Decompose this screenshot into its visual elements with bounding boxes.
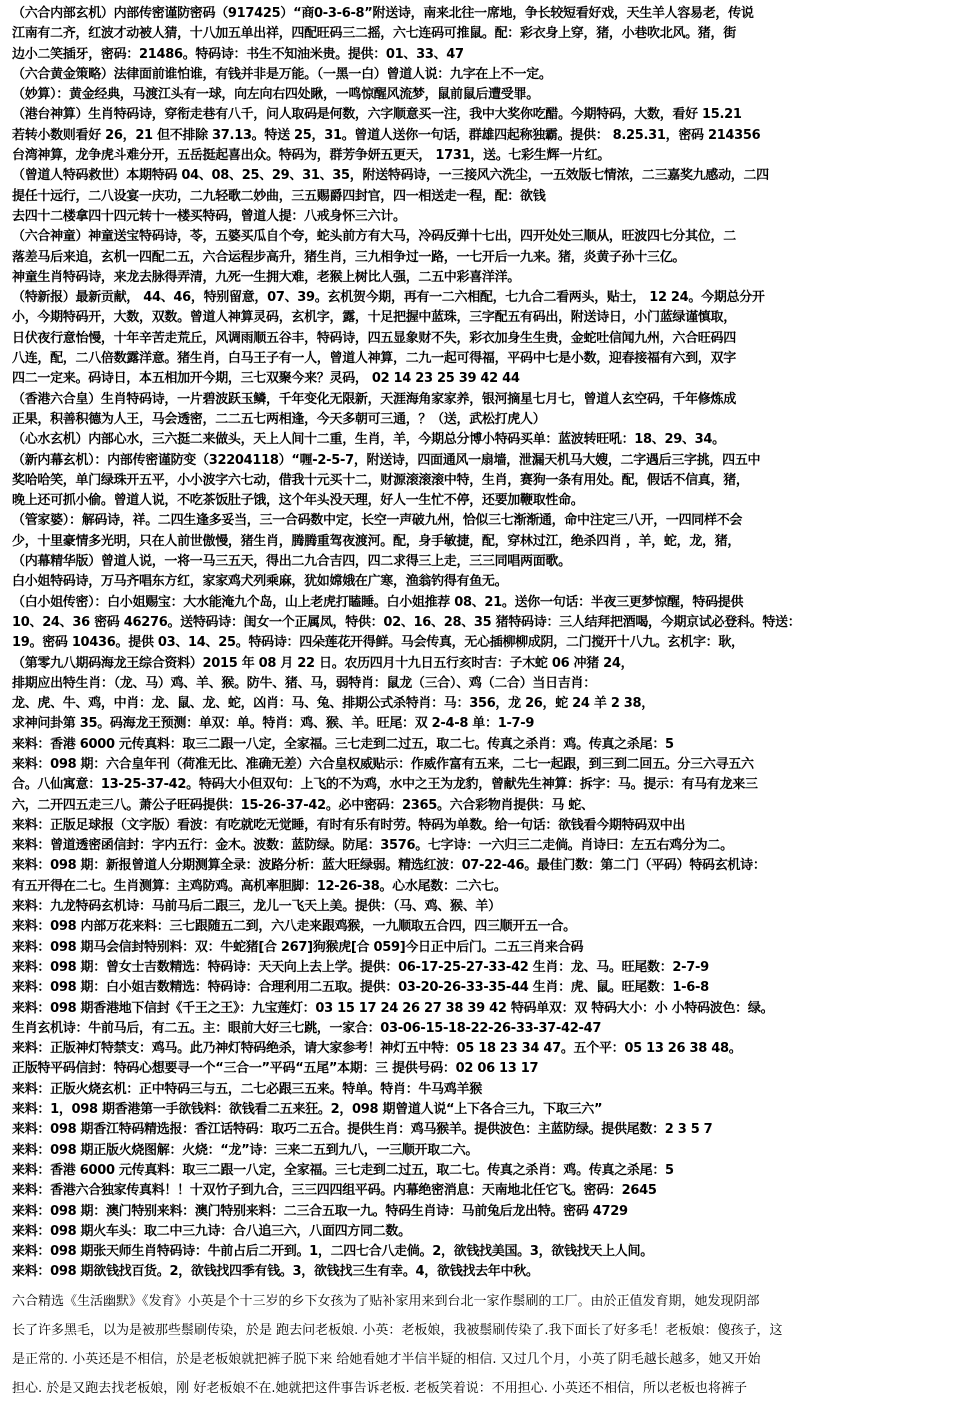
- text-line: 来料：曾道透密函信封：字内五行：金木。波数：蓝防绿。防尾：3576。七字诗：一六归三二走倘。肖诗曰：左五右鸡分为二。: [12, 838, 733, 854]
- text-line: 提任十远行，二八设宴一庆功，二九轻歌二妙曲，三五赐爵四封官，四一相送走一程，配：欲钱: [12, 188, 546, 204]
- text-line: （香港六合皇）生肖特码诗，一片碧波跃玉鳞，千年变化无限新，天涯海角家家养，银河摘星七月七，曾道人玄空码，千年修炼成: [12, 391, 736, 407]
- text-line: 落差马后来追，玄机一四配二五，六合运程步高升，猪生肖，三九相争过一路，一七开后一九来。猪，炎黄子孙十三亿。: [12, 249, 686, 265]
- text-line: 来料：正版火烧玄机：正中特码三与五，二七必跟三五来。特单。特肖：牛马鸡羊猴: [12, 1081, 482, 1097]
- text-line: 来料：098 期香江特码精选报：香江话特码：取巧二五合。提供生肖：鸡马猴羊。提供波色：主蓝防绿。提供尾数：2 3 5 7: [12, 1122, 713, 1138]
- text-line: 来料：098 期香港地下信封《千王之王》：九宝莲灯：03 15 17 24 26 27 38 39 42 特码单双：双 特码大小：小 小特码波色：绿。: [12, 1000, 774, 1016]
- text-line: 少，十里豪情多光明，只在人前世傲慢，猪生肖，腾腾重驾夜渡河。配，身手敏捷，配，穿林过江，绝杀四肖 ，羊，蛇，龙，猪，: [12, 533, 741, 549]
- text-line: （港台神算）生肖特码诗，穿衔走巷有八千，问人取码是何数，六字顺意买一注，我中大奖你吃醋。今期特码，大数，看好 15.21: [12, 107, 742, 123]
- text-line: 10、24、36 密码 46276。送特码诗：闺女一个正属凤，特供：02、16、28、35 猪特码诗：三人结拜把酒喝，今期京试必登科。特送：: [12, 614, 801, 630]
- story-line: 是正常的. 小英还是不相信，於是老板娘就把裤子脱下来 给她看她才半信半疑的相信. 又过几个月，小英了阴毛越长越多，她又开始: [12, 1351, 761, 1367]
- text-line: 来料：098 期火车头：取二中三九诗：合八追三六，八面四方同二数。: [12, 1223, 411, 1239]
- text-line: 去四十二楼拿四十四元转十一楼买特码，曾道人提：八戒身怀三六计。: [12, 208, 406, 224]
- story-block: [12, 1287, 944, 1403]
- text-line: 来料：1，098 期香港第一手欲钱料：欲钱看二五来狂。2，098 期曾道人说“上下各合三九，下取三六”: [12, 1102, 603, 1118]
- text-line: （内幕精华版）曾道人说，一将一马三五天，得出二九合吉四，四二求得三上走，三三同唱两面歌。: [12, 554, 571, 570]
- text-line: 来料：098 期马会信封特别料：双：牛蛇猪[合 267]狗猴虎[合 059]今日正中后门。二五三肖来合码: [12, 939, 584, 955]
- text-line: 来料：正版足球报（文字版）看波：有吃就吃无觉睡，有时有乐有时劳。特码为单数。给一句话：欲钱看今期特码双中出: [12, 817, 686, 833]
- text-line: （白小姐传密）：白小姐赐宝：大水能淹九个岛，山上老虎打瞌睡。白小姐推荐 08、21。送你一句话：半夜三更梦惊醒，特码提供: [12, 594, 744, 610]
- lines-block: [12, 4, 944, 1283]
- text-line: （六合神童）神童送宝特码诗，苓，五婆买瓜自个夸，蛇头前方有大马，冷码反弹十七出，四开处处三顺从，旺波四七分其位，二: [12, 229, 736, 245]
- text-line: （曾道人特码救世）本期特码 04、08、25、29、31、35，附送特码诗，一三接风六洗尘，一五效版七情浓，二三嘉奖九感动，二四: [12, 168, 769, 184]
- text-line: 江南有二齐，红波才动被人猜，十八加五单出祥，四配旺码三二摇，六七连码可推鼠。配：彩衣身上穿，猪，小巷吹北风。猪，街: [12, 26, 736, 42]
- text-line: 来料：香港六合独家传真料！！十双竹子到九合，三三四四组平码。内幕绝密消息：天南地北任它飞。密码：2645: [12, 1183, 657, 1199]
- text-line: 来料：098 期欲钱找百货。2，欲钱找四季有钱。3，欲钱找三生有幸。4，欲钱找去年中秋。: [12, 1264, 539, 1280]
- story-line: 六合精选《生活幽默》《发育》小英是个十三岁的乡下女孩为了贴补家用来到台北一家作鬃刷的工厂。由於正值发育期，她发现阴部: [12, 1293, 760, 1309]
- text-line: 神童生肖特码诗，来龙去脉得弄清，九死一生拥大难，老猴上树比人强，二五中彩喜洋洋。: [12, 269, 521, 285]
- text-line: 边小二笑插牙，密码：21486。特码诗：书生不知油米贵。提供：01、33、47: [12, 46, 464, 62]
- text-line: 来料：正版神灯特禁支：鸡马。此乃神灯特码绝杀，请大家参考！神灯五中特：05 18 23 34 47。五个平：05 13 26 38 48。: [12, 1041, 742, 1057]
- text-line: 来料：098 内部万花来料：三七跟随五二到，六八走来跟鸡猴，一九顺取五合四，四三顺开五一合。: [12, 919, 576, 935]
- text-line: （新内幕玄机）：内部传密谨防变（32204118）“喱-2-5-7，附送诗，四面通风一扇墙，泄漏天机马大嫂，二字遇后三字挑，四五中: [12, 452, 761, 468]
- text-line: 来料：香港 6000 元传真料：取三二跟一八定，全家福。三七走到二过五，取二七。传真之杀肖：鸡。传真之杀尾：5: [12, 1162, 674, 1178]
- text-line: （心水玄机）内部心水，三六挺二来做头，天上人间十二重，生肖，羊，今期总分博小特码买单：蓝波转旺吼：18、29、34。: [12, 432, 725, 448]
- text-line: 19。密码 10436。提供 03、14、25。特码诗：四朵莲花开得鲜。马会传真，无心插柳柳成阴，二门搅开十八九。玄机字：耿，: [12, 635, 744, 651]
- text-line: 八连，配，二八倍数露洋意。猪生肖，白马王子有一人，曾道人神算，二九一起可得福，平码中七是小数，迎春接福有六到，双字: [12, 351, 736, 367]
- text-line: 来料：九龙特码玄机诗：马前马后二跟三，龙儿一飞天上美。提供：（马、鸡、猴、羊）: [12, 899, 501, 915]
- text-line: 来料：098 期正版火烧图解：火烧：“龙”诗：三来二五到九八，一三顺开取二六。: [12, 1142, 479, 1158]
- text-line: （六合内部玄机）内部传密谨防密码（917425）“商0-3-6-8”附送诗，南来北往一席地，争长较短看好戏，天生羊人容易老，传说: [12, 6, 754, 21]
- text-line: 正果，积善积德为人王，马会透密，二二五七两相逢，今天多朝可三通，？（送，武松打虎人）: [12, 411, 546, 427]
- text-line: 四二一定来。码诗日，本五相加开今期，三七双聚今来？灵码， 02 14 23 25 39 42 44: [12, 371, 520, 387]
- text-line: 日伏夜行意怡慢，十年辛苦走荒丘，风调雨顺五谷丰，特码诗，四五显象财不失，彩衣加身生生贵，金蛇吐信闻九州，六合旺码四: [12, 330, 736, 346]
- text-line: （六合黄金策略）法律面前谁怕谁，有钱并非是万能。（一黑一白）曾道人说：九字在上不一定。: [12, 66, 552, 82]
- text-line: 来料：098 期张天师生肖特码诗：牛前占后二开到。1，二四七合八走倘。2，欲钱找美国。3，欲钱找天上人间。: [12, 1244, 653, 1260]
- text-line: （特新报）最新贡献， 44、46，特别留意，07、39。玄机贺今期，再有一二六相配，七九合二看两头，贴士， 12 24。今期总分开: [12, 290, 765, 306]
- text-line: 有五开得在二七。生肖测算：主鸡防鸡。高机率胆脚：12-26-38。心水尾数：二六七。: [12, 878, 507, 894]
- text-line: 生肖玄机诗：牛前马后，有二五。主：眼前大好三七跳，一家合：03-06-15-18-22-26-33-37-42-47: [12, 1020, 602, 1036]
- text-line: 排期应出特生肖：（龙、马）鸡、羊、猴。防牛、猪、马，弱特肖：鼠龙（三合）、鸡（二合）当日吉肖：: [12, 675, 596, 691]
- text-line: 正版特平码信封：特码心想要寻一个“三合一”平码“五尾”本期：三 提供号码：02 06 13 17: [12, 1061, 539, 1077]
- text-line: 若转小数则看好 26，21 但不排除 37.13。特送 25，31。曾道人送你一句话，群雄四起称独霸。提供： 8.25.31，密码 214356: [12, 127, 761, 143]
- text-line: 白小姐特码诗，万马齐唱东方红，家家鸡犬列乘麻，犹如嫦娥在广寒，渔翁钓得有鱼无。: [12, 574, 508, 590]
- text-line: 来料：098 期：曾女士吉数精选：特码诗：天天向上去上学。提供：06-17-25-27-33-42 生肖：龙、马。旺尾数：2-7-9: [12, 959, 709, 975]
- text-line: （第零九八期码海龙王综合资料）2015 年 08 月 22 日。农历四月十九日五行亥时吉：子木蛇 06 冲猪 24，: [12, 655, 634, 671]
- text-line: 求神问卦第 35。码海龙王预测：单双：单。特肖：鸡、猴、羊。旺尾：双 2-4-8 单：1-7-9: [12, 716, 535, 732]
- text-line: 来料：098 期：白小姐吉数精选：特码诗：合理利用二五取。提供：03-20-26-33-35-44 生肖：虎、鼠。旺尾数：1-6-8: [12, 980, 709, 996]
- text-line: 来料：098 期：六合皇年刊（荷准无比、准确无差）六合皇权威贴示：作威作富有五来，二七一起跟，到三到二回五。分三六寻五六: [12, 756, 754, 772]
- text-line: 合。八仙寓意：13-25-37-42。特码大小但双句：上飞的不为鸡，水中之王为龙豹，曾献先生神算：拆字：马。提示：有马有龙来三: [12, 777, 758, 793]
- text-line: 来料：098 期：新报曾道人分期测算全录：波路分析：蓝大旺绿弱。精选红波：07-22-46。最佳门数：第二门（平码）特码玄机诗：: [12, 858, 766, 874]
- text-line: 来料：香港 6000 元传真料：取三二跟一八定，全家福。三七走到二过五，取二七。传真之杀肖：鸡。传真之杀尾：5: [12, 736, 674, 752]
- story-line: 长了许多黑毛，以为是被那些鬃刷传染，於是 跑去问老板娘. 小英：老板娘，我被鬃刷传染了.我下面长了好多毛！老板娘：傻孩子，这: [12, 1322, 783, 1338]
- text-line: （管家婆）：解码诗，祥。二四生逢多妥当，三一合码数中定，长空一声破九州，恰似三七渐渐通，命中注定三八开，一四同样不会: [12, 513, 743, 529]
- text-line: 晚上还可抓小偷。曾道人说，不吃茶饭肚子饿，这个年头没天理，好人一生忙不停，还要加鞭取性命。: [12, 493, 584, 509]
- story-line: 担心. 於是又跑去找老板娘，刚 好老板娘不在.她就把这件事告诉老板. 老板笑着说：不用担心. 小英还不相信，所以老板也将裤子: [12, 1380, 748, 1396]
- text-line: （妙算）：黄金经典，马渡江头有一球，向左向右四处瞅，一鸣惊醒风流梦，鼠前鼠后遭受罪。: [12, 87, 539, 103]
- text-line: 六，二开四五走三八。萧公子旺码提供：15-26-37-42。必中密码：2365。六合彩物肖提供：马 蛇、: [12, 797, 594, 813]
- text-line: 龙、虎、牛、鸡，中肖：龙、鼠、龙、蛇，凶肖：马、兔、排期公式杀特肖：马：356，龙 26，蛇 24 羊 2 38，: [12, 696, 654, 712]
- text-line: 来料：098 期：澳门特别来料：澳门特别来料：二三合五取一九。特码生肖诗：马前兔后龙出特。密码 4729: [12, 1203, 628, 1219]
- text-line: 小，今期特码开，大数，双数。曾道人神算灵码，玄机字，露，十足把握中蓝珠，三字配五有码出，附送诗日，小门蓝绿谨慎取，: [12, 310, 736, 326]
- text-line: 奖哈哈笑，单门绿珠开五平，小小波字六七动，借我十元买十二，财源滚滚滚中特，生肖，赛狗一条有用处。配，假话不信真，猪，: [12, 472, 749, 488]
- text-line: 台湾神算，龙争虎斗难分开，五岳挺起喜出众。特码为，群芳争妍五更天， 1731，送。七彩生辉一片红。: [12, 148, 611, 164]
